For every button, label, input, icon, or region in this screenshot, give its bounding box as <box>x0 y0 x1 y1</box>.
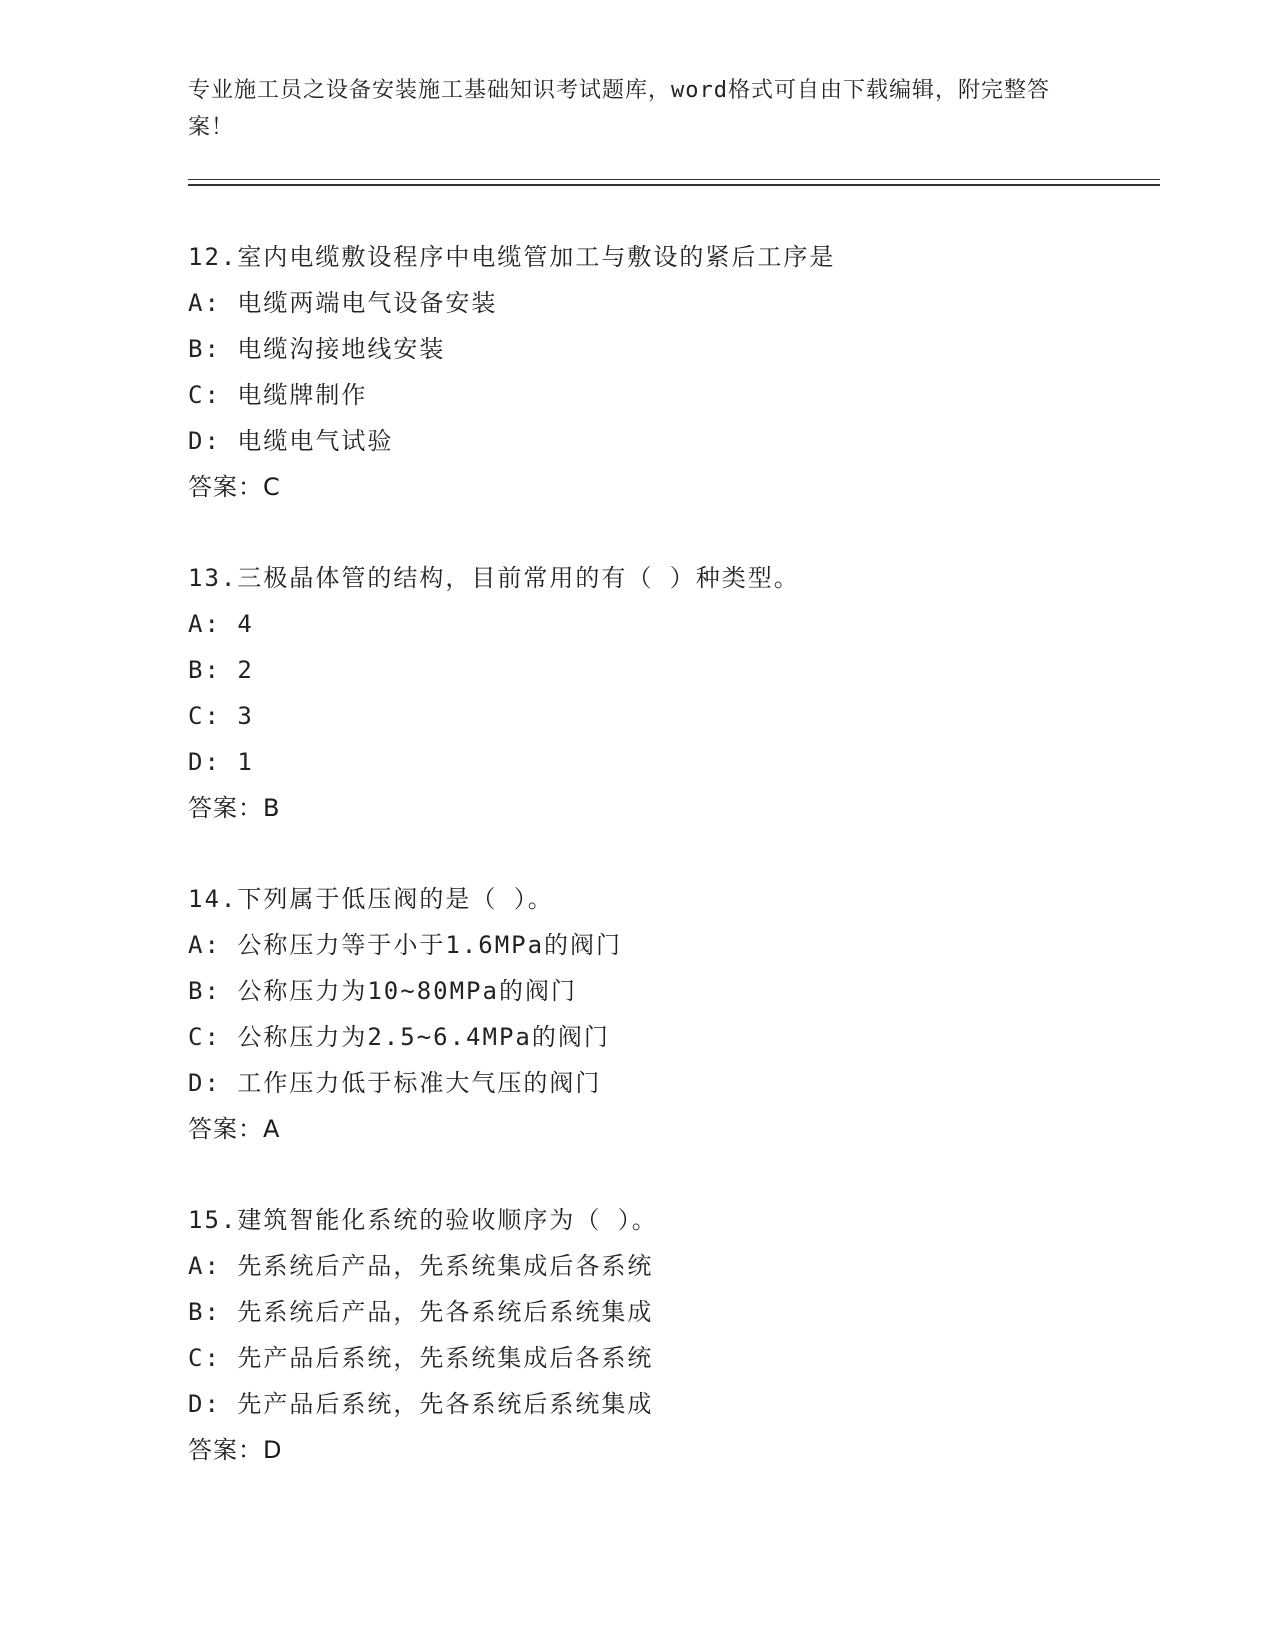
document-header <box>188 72 1088 146</box>
question-15 <box>188 1197 1148 1473</box>
option-c: C: 电缆牌制作 <box>188 381 368 409</box>
option-b: B: 2 <box>188 656 254 684</box>
answer: 答案：A <box>188 1115 281 1143</box>
option-d: D: 工作压力低于标准大气压的阀门 <box>188 1069 602 1097</box>
question-12 <box>188 234 1148 510</box>
option-a: A: 公称压力等于小于1.6MPa的阀门 <box>188 931 623 959</box>
option-c: C: 先产品后系统，先系统集成后各系统 <box>188 1344 654 1372</box>
option-d: D: 1 <box>188 748 254 776</box>
question-13 <box>188 555 1148 831</box>
option-a: A: 先系统后产品，先系统集成后各系统 <box>188 1252 654 1280</box>
header-title: 专业施工员之设备安装施工基础知识考试题库，word格式可自由下载编辑，附完整答案！ <box>188 78 1050 140</box>
header-divider-thick <box>188 184 1160 186</box>
option-a: A: 电缆两端电气设备安装 <box>188 289 498 317</box>
question-14 <box>188 876 1148 1152</box>
option-b: B: 先系统后产品，先各系统后系统集成 <box>188 1298 654 1326</box>
option-c: C: 3 <box>188 702 254 730</box>
question-stem: 15.建筑智能化系统的验收顺序为（ ）。 <box>188 1206 658 1234</box>
answer: 答案：B <box>188 794 281 822</box>
option-c: C: 公称压力为2.5~6.4MPa的阀门 <box>188 1023 610 1051</box>
question-stem: 12.室内电缆敷设程序中电缆管加工与敷设的紧后工序是 <box>188 243 836 271</box>
question-stem: 14.下列属于低压阀的是（ ）。 <box>188 885 554 913</box>
option-d: D: 先产品后系统，先各系统后系统集成 <box>188 1390 654 1418</box>
option-b: B: 电缆沟接地线安装 <box>188 335 446 363</box>
option-a: A: 4 <box>188 610 254 638</box>
option-b: B: 公称压力为10~80MPa的阀门 <box>188 977 577 1005</box>
answer: 答案：C <box>188 473 281 501</box>
question-stem: 13.三极晶体管的结构，目前常用的有（ ）种类型。 <box>188 564 800 592</box>
header-divider-thin <box>188 179 1160 180</box>
answer: 答案：D <box>188 1436 283 1464</box>
option-d: D: 电缆电气试验 <box>188 427 394 455</box>
